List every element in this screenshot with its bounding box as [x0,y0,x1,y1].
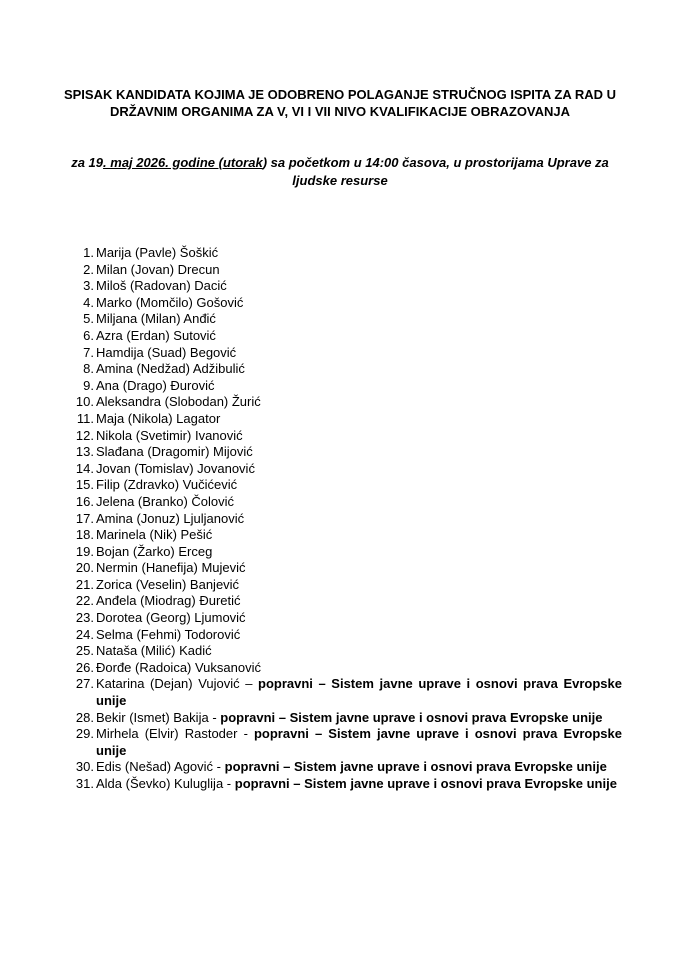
list-item-number: 27. [75,676,94,692]
candidate-name: Marija (Pavle) Šoškić [96,245,219,260]
list-item-text [96,378,622,395]
candidate-name: Hamdija (Suad) Begović [96,344,237,360]
list-item [70,776,622,793]
list-item-number: 24. [75,626,94,642]
list-item-number: 25. [75,643,94,659]
list-item-number: 13. [75,444,94,460]
list-item [70,710,622,727]
candidate-name: Nermin (Hanefija) Mujević [96,560,246,576]
list-item-text [96,361,622,378]
candidate-name: Nikola (Svetimir) Ivanović [96,427,243,443]
candidate-name: Katarina (Dejan) Vujović [96,676,240,692]
list-item [70,544,622,561]
candidate-separator: - [208,709,221,725]
list-item-number: 15. [75,477,94,493]
list-item [70,577,622,594]
list-item [70,527,622,544]
list-item-number: 2. [83,261,94,277]
candidate-separator: - [223,776,235,791]
list-item-number: 10. [75,394,94,410]
list-item-number: 14. [75,460,94,476]
list-item [70,627,622,644]
list-item [70,477,622,494]
candidate-name: Milan (Jovan) Drecun [96,261,220,277]
list-item [70,494,622,511]
list-item-text [96,726,622,759]
candidate-note: popravni – Sistem javne uprave i osnovi prava Evropske unije [234,776,617,791]
list-item-number: 20. [75,560,94,576]
list-item-number: 1. [83,245,94,260]
list-item [70,428,622,445]
list-item [70,759,622,776]
list-item-number: 29. [75,726,94,742]
list-item [70,295,622,312]
candidate-name: Maja (Nikola) Lagator [96,410,221,426]
candidate-note: popravni – Sistem javne uprave i osnovi prava Evropske unije [96,726,622,758]
list-item [70,311,622,328]
document-subtitle [60,154,620,190]
list-item-number: 6. [83,327,94,343]
candidate-name: Marinela (Nik) Pešić [96,527,213,543]
list-item [70,361,622,378]
document-title: SPISAK KANDIDATA KOJIMA JE ODOBRENO POLAGANJE STRUČNOG ISPITA ZA RAD U DRŽAVNIM ORGANIMA ZA V, VI I VII NIVO KVALIFIKACIJE OBRAZOVANJA [63,87,617,119]
candidate-name: Dorotea (Georg) Ljumović [96,610,246,626]
candidate-name: Zorica (Veselin) Banjević [96,576,240,592]
list-item [70,560,622,577]
list-item [70,328,622,345]
list-item-number: 5. [83,311,94,327]
list-item [70,610,622,627]
list-item-number: 9. [83,377,94,393]
list-item-text [96,394,622,411]
list-item-text [96,494,622,511]
list-item-text [96,295,622,312]
list-item-number: 21. [75,576,94,592]
list-item [70,660,622,677]
list-item-text [96,660,622,677]
list-item-text [96,311,622,328]
list-item [70,461,622,478]
candidate-name: Amina (Jonuz) Ljuljanović [96,510,245,526]
candidate-name: Miloš (Radovan) Dacić [96,278,227,294]
list-item-text [96,328,622,345]
list-item-number: 12. [75,427,94,443]
list-item [70,245,622,262]
candidate-name: Jovan (Tomislav) Jovanović [96,460,255,476]
list-item [70,278,622,295]
candidate-name: Nataša (Milić) Kadić [96,643,212,659]
list-item-number: 22. [75,593,94,609]
list-item-number: 23. [75,610,94,626]
list-item-number: 7. [83,344,94,360]
candidate-name: Anđela (Miodrag) Đuretić [96,593,241,609]
list-item-text [96,593,622,610]
list-item [70,262,622,279]
list-item [70,593,622,610]
candidate-name: Selma (Fehmi) Todorović [96,626,241,642]
candidate-name: Marko (Momčilo) Gošović [96,294,244,310]
candidate-name: Đorđe (Radoica) Vuksanović [96,659,261,675]
list-item-text [96,411,622,428]
list-item-number: 31. [75,776,94,791]
list-item-text [96,627,622,644]
list-item-text [96,577,622,594]
candidate-name: Azra (Erdan) Sutović [96,327,216,343]
candidate-separator: - [237,726,254,742]
list-item-number: 8. [83,361,94,377]
list-item-number: 19. [75,543,94,559]
list-item [70,345,622,362]
candidate-note: popravni – Sistem javne uprave i osnovi prava Evropske unije [220,709,603,725]
list-item [70,643,622,660]
list-item-text [96,544,622,561]
list-item-text [96,776,622,793]
list-item [70,726,622,759]
list-item-text [96,428,622,445]
candidate-name: Ana (Drago) Đurović [96,377,215,393]
list-item [70,511,622,528]
candidate-name: Filip (Zdravko) Vučićević [96,477,238,493]
candidate-name: Aleksandra (Slobodan) Žurić [96,394,261,410]
list-item [70,676,622,709]
list-item-number: 16. [75,493,94,509]
list-item [70,378,622,395]
candidate-name: Jelena (Branko) Čolović [96,493,235,509]
candidate-name: Amina (Nedžad) Adžibulić [96,361,245,377]
list-item [70,411,622,428]
list-item-number: 3. [83,278,94,294]
list-item-text [96,560,622,577]
subtitle-part-1: za 19 [71,155,104,170]
candidate-note: popravni – Sistem javne uprave i osnovi prava Evropske unije [96,676,622,709]
candidate-name: Mirhela (Elvir) Rastoder [96,726,238,742]
candidate-name: Alda (Ševko) Kuluglija [96,776,224,791]
subtitle-part-3: ) sa početkom u 14:00 časova, u prostorijama Uprave za ljudske resurse [262,155,609,188]
list-item [70,394,622,411]
list-item-number: 18. [75,527,94,543]
candidate-note: popravni – Sistem javne uprave i osnovi prava Evropske unije [224,759,607,775]
list-item-text [96,610,622,627]
list-item-text [96,643,622,660]
subtitle-part-2: . maj 2026. godine (utorak [103,155,263,170]
list-item-text [96,527,622,544]
list-item-text [96,759,622,776]
list-item-text [96,345,622,362]
list-item-number: 26. [75,659,94,675]
list-item-text [96,511,622,528]
candidate-list [70,245,622,793]
list-item-number: 30. [75,759,94,775]
candidate-name: Edis (Nešad) Agović [96,759,214,775]
candidate-name: Bekir (Ismet) Bakija [96,709,209,725]
list-item-text [96,477,622,494]
list-item-text [96,278,622,295]
candidate-name: Miljana (Milan) Anđić [96,311,216,327]
list-item-text [96,245,622,262]
list-item-text [96,676,622,709]
candidate-name: Slađana (Dragomir) Mijović [96,444,253,460]
candidate-name: Bojan (Žarko) Erceg [96,543,213,559]
candidate-separator: – [239,676,259,692]
candidate-separator: - [213,759,225,775]
list-item-text [96,444,622,461]
list-item-number: 28. [75,709,94,725]
list-item-number: 4. [83,294,94,310]
list-item-text [96,262,622,279]
list-item-text [96,461,622,478]
list-item-number: 11. [76,410,94,426]
list-item-text [96,710,622,727]
list-item-number: 17. [75,510,94,526]
list-item [70,444,622,461]
